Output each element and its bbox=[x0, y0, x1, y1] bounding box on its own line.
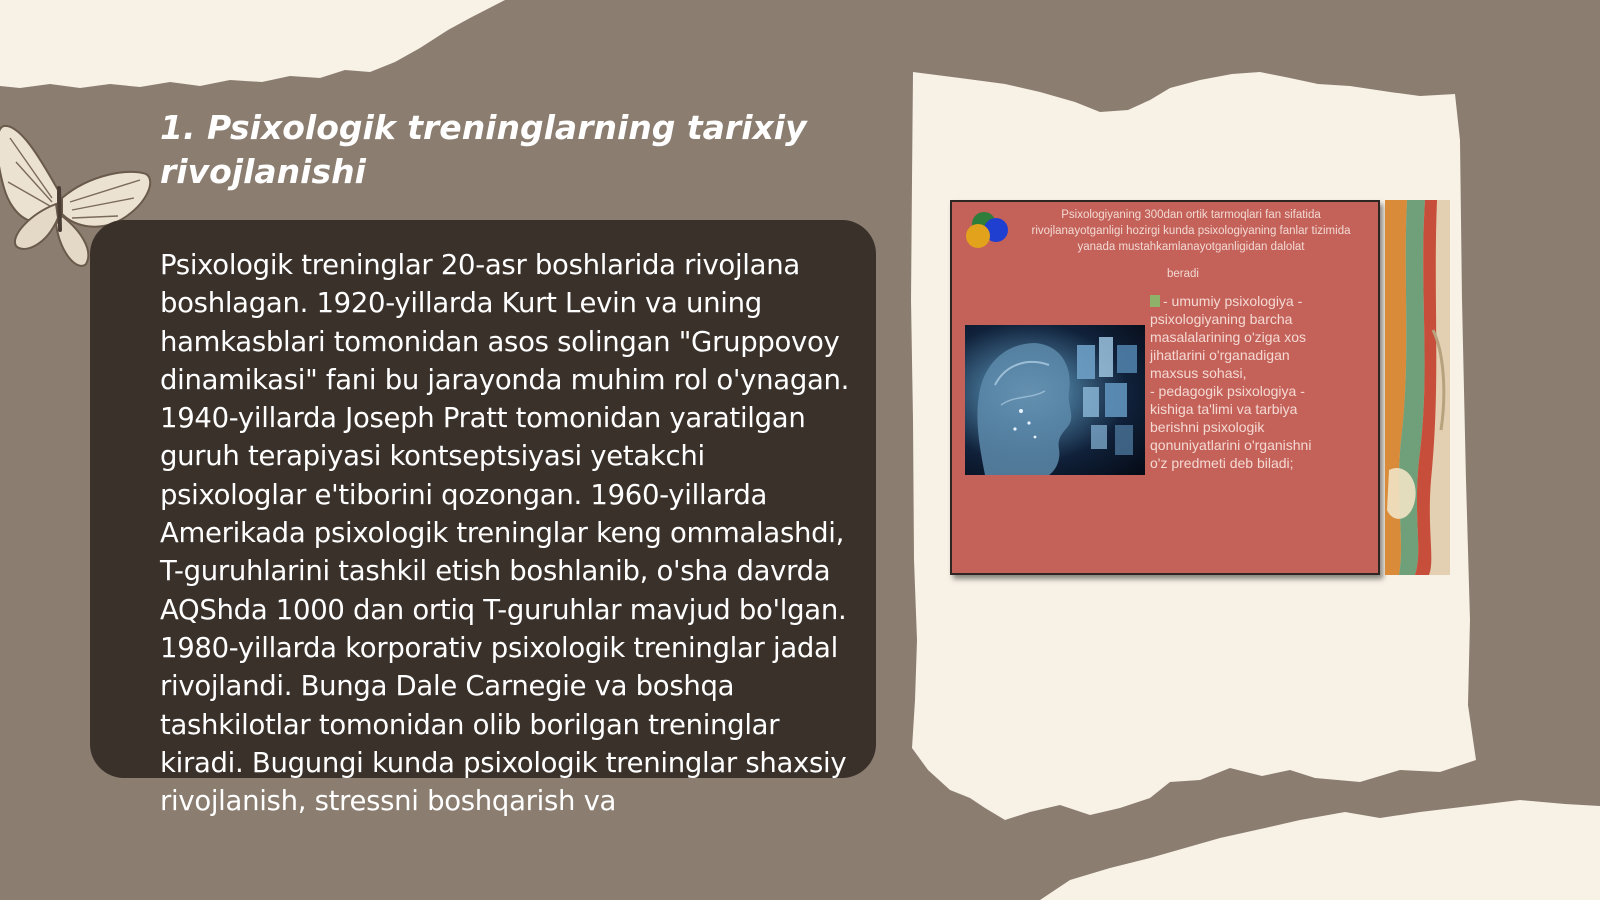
body-text: Psixologik treninglar 20-asr boshlarida rivojlana boshlagan. 1920-yillarda Kurt Levin va uning hamkasblari tomonidan asos solingan "Gruppovoy dinamikasi" fani bu jarayonda muhim rol o'ynagan. 1940-yillarda Joseph Pratt tomonidan yaratilgan guruh terapiyasi kontseptsiyasi yetakchi psixologlar e'tiborini qozongan. 1960-yillarda Amerikada psixologik treninglar keng ommalashdi, T-guruhlarini tashkil etish boshlanib, o'sha davrda AQShda 1000 dan ortiq T-guruhlar mavjud bo'lgan. 1980-yillarda korporativ psixologik treninglar jadal rivojlandi. Bunga Dale Carnegie va boshqa tashkilotlar tomonidan olib borilgan treninglar kiradi. Bugungi kunda psixologik treninglar shaxsiy rivojlanish, stressni boshqarish va bbox=[160, 249, 850, 818]
list-item: jihatlarini o'rganadigan bbox=[1150, 347, 1290, 363]
list-item: maxsus sohasi, bbox=[1150, 365, 1247, 381]
list-item: kishiga ta'limi va tarbiya bbox=[1150, 401, 1298, 417]
color-circles-icon bbox=[960, 206, 1016, 252]
list-item: berishni psixologik bbox=[1150, 419, 1265, 435]
torn-paper-top-left bbox=[0, 0, 505, 88]
torn-paper-bottom-right bbox=[1040, 800, 1600, 900]
list-item: masalalarining o'ziga xos bbox=[1150, 329, 1306, 345]
list-item: psixologiyaning barcha bbox=[1150, 311, 1293, 327]
embedded-list bbox=[1150, 292, 1370, 472]
brain-head-icon bbox=[965, 325, 1145, 475]
list-item: o'z predmeti deb biladi; bbox=[1150, 455, 1294, 471]
decorative-art-strip bbox=[1385, 200, 1450, 575]
embedded-slide bbox=[950, 200, 1380, 575]
embedded-figure bbox=[950, 200, 1450, 575]
embedded-caption: Psixologiyaning 300dan ortik tarmoqlari fan sifatida rivojlanayotganligi hozirgi kunda psixologiyaning fanlar tizimida yanada mustahkamlanayotganligidan dalolat bbox=[1031, 209, 1351, 253]
bullet-icon bbox=[1150, 295, 1160, 307]
embedded-caption-end: beradi bbox=[1167, 268, 1199, 280]
list-item: qonuniyatlarini o'rganishni bbox=[1150, 437, 1312, 453]
slide-title: 1. Psixologik treninglarning tarixiy rivojlanishi bbox=[160, 108, 807, 191]
list-item: - pedagogik psixologiya - bbox=[1150, 383, 1305, 399]
list-item: - umumiy psixologiya - bbox=[1150, 292, 1370, 310]
